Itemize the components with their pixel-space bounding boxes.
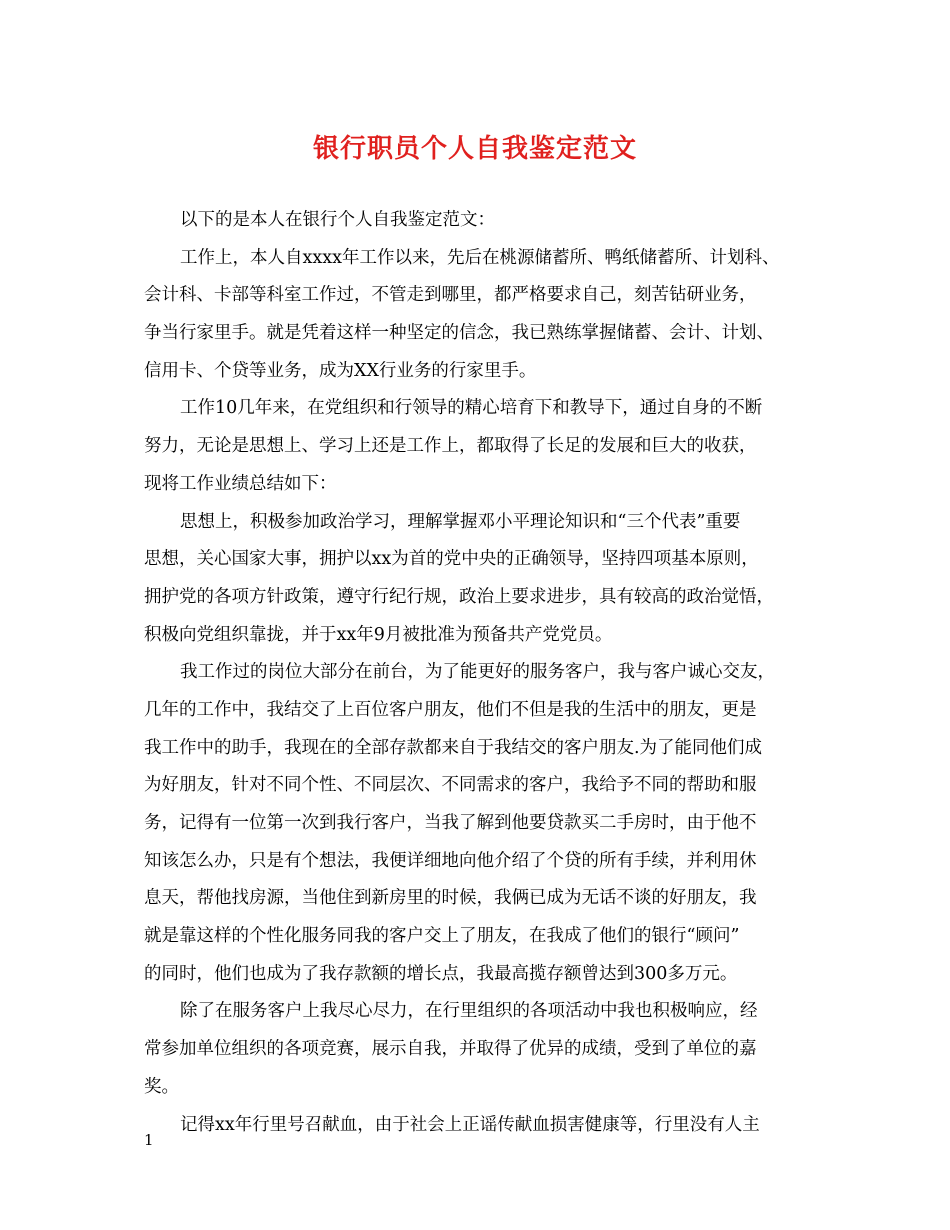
paragraph-line: 努力，无论是思想上、学习上还是工作上，都取得了长足的发展和巨大的收获， bbox=[144, 436, 757, 457]
paragraph-line: 信用卡、个贷等业务，成为XX行业务的行家里手。 bbox=[144, 360, 537, 381]
paragraph-line: 现将工作业绩总结如下： bbox=[144, 473, 337, 494]
paragraph-line: 就是靠这样的个性化服务同我的客户交上了朋友，在我成了他们的银行“顾问” bbox=[144, 926, 740, 947]
paragraph-line: 记得xx年行里号召献血，由于社会上正谣传献血损害健康等，行里没有人主 bbox=[180, 1114, 760, 1135]
page-number: 1 bbox=[144, 1131, 154, 1149]
document-body bbox=[144, 202, 816, 1144]
paragraph-line: 几年的工作中，我结交了上百位客户朋友，他们不但是我的生活中的朋友，更是 bbox=[144, 699, 757, 720]
paragraph-line: 思想，关心国家大事，拥护以xx为首的党中央的正确领导，坚持四项基本原则， bbox=[144, 549, 759, 570]
paragraph-line: 会计科、卡部等科室工作过，不管走到哪里，都严格要求自己，刻苦钻研业务， bbox=[144, 285, 757, 306]
paragraph-line: 常参加单位组织的各项竞赛，展示自我，并取得了优异的成绩，受到了单位的嘉 bbox=[144, 1039, 757, 1060]
document-title: 银行职员个人自我鉴定范文 bbox=[312, 134, 637, 164]
paragraph-line: 积极向党组织靠拢，并于xx年9月被批准为预备共产党党员。 bbox=[144, 624, 613, 645]
paragraph-line: 为好朋友，针对不同个性、不同层次、不同需求的客户，我给予不同的帮助和服 bbox=[144, 775, 757, 796]
paragraph-line: 拥护党的各项方针政策，遵守行纪行规，政治上要求进步，具有较高的政治觉悟， bbox=[144, 586, 774, 607]
paragraph-line: 息天，帮他找房源，当他住到新房里的时候，我俩已成为无话不谈的好朋友，我 bbox=[144, 888, 757, 909]
paragraph-line: 的同时，他们也成为了我存款额的增长点，我最高揽存额曾达到300多万元。 bbox=[144, 963, 738, 984]
paragraph-line: 以下的是本人在银行个人自我鉴定范文： bbox=[180, 210, 495, 230]
paragraph-line: 工作上，本人自xxxx年工作以来，先后在桃源储蓄所、鸭纸储蓄所、计划科、 bbox=[180, 247, 780, 268]
paragraph-line: 思想上，积极参加政治学习，理解掌握邓小平理论知识和“三个代表”重要 bbox=[180, 511, 741, 532]
paragraph-line: 争当行家里手。就是凭着这样一种坚定的信念，我已熟练掌握储蓄、会计、计划、 bbox=[144, 323, 774, 344]
paragraph-line: 奖。 bbox=[144, 1076, 179, 1097]
paragraph-line: 我工作过的岗位大部分在前台，为了能更好的服务客户，我与客户诚心交友， bbox=[180, 662, 775, 683]
paragraph-line: 除了在服务客户上我尽心尽力，在行里组织的各项活动中我也积极响应，经 bbox=[180, 1001, 758, 1022]
paragraph-line: 知该怎么办，只是有个想法，我便详细地向他介绍了个贷的所有手续，并利用休 bbox=[144, 850, 757, 871]
paragraph-line: 我工作中的助手，我现在的全部存款都来自于我结交的客户朋友.为了能同他们成 bbox=[144, 737, 763, 758]
paragraph-line: 务，记得有一位第一次到我行客户，当我了解到他要贷款买二手房时，由于他不 bbox=[144, 813, 757, 833]
paragraph-line: 工作10几年来，在党组织和行领导的精心培育下和教导下，通过自身的不断 bbox=[180, 398, 763, 419]
